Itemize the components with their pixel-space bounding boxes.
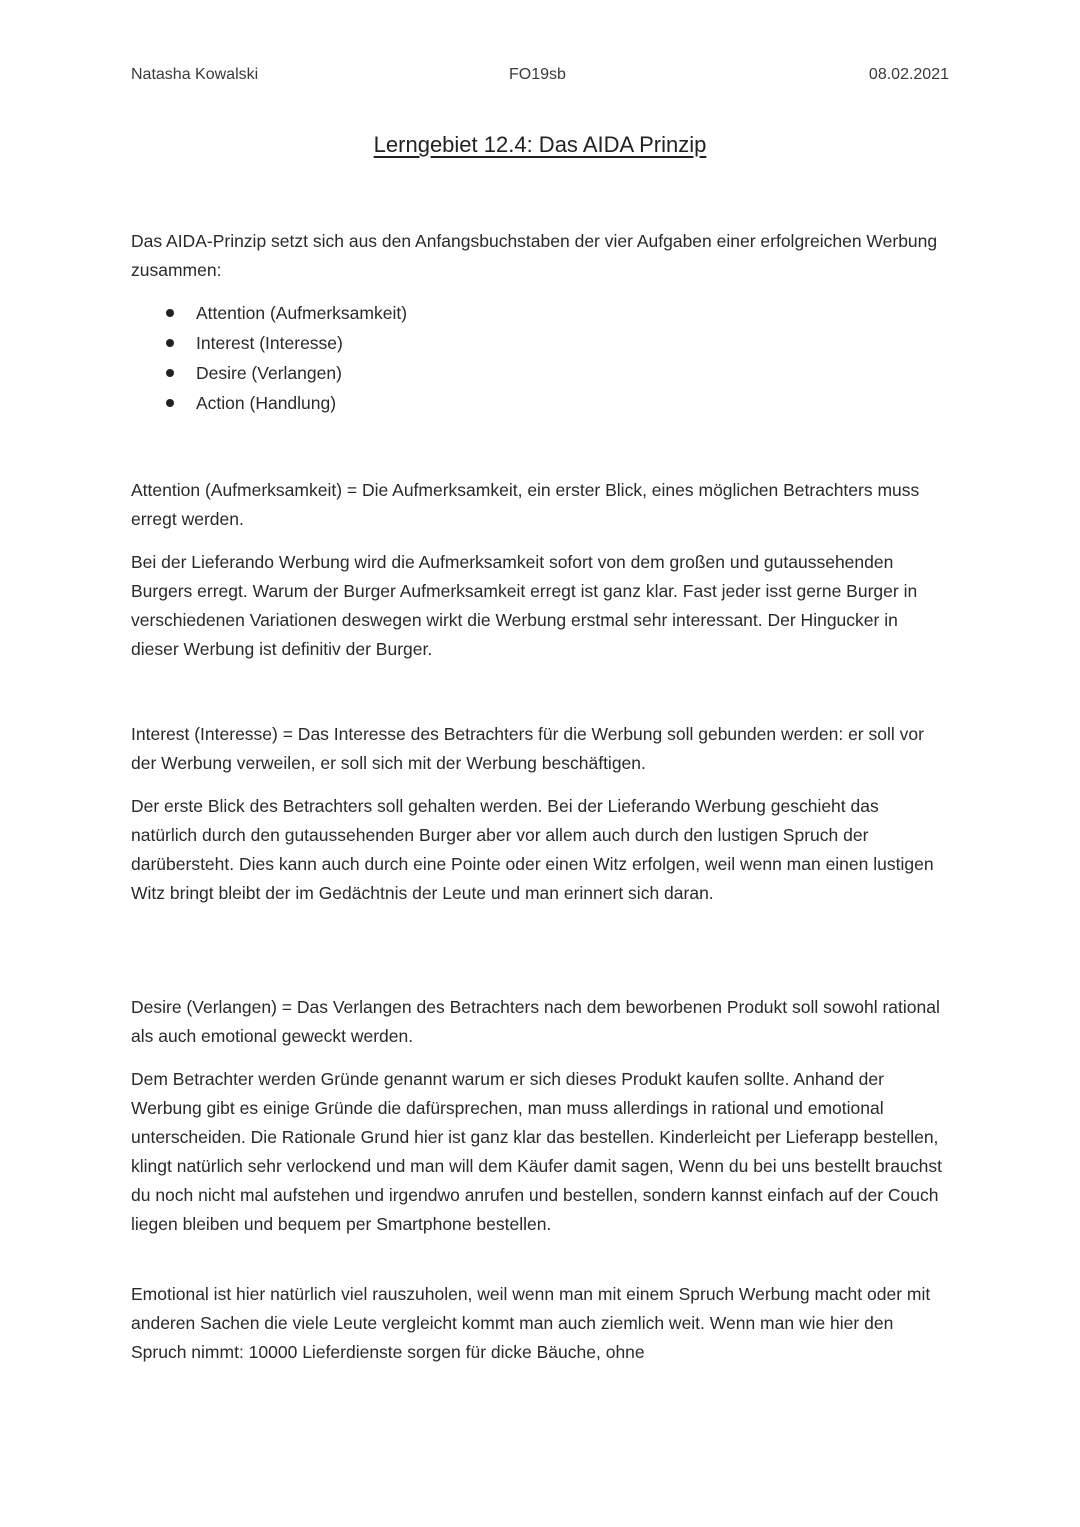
attention-definition — [131, 476, 946, 534]
list-item — [160, 388, 407, 418]
paragraph: Attention (Aufmerksamkeit) = Die Aufmerksamkeit, ein erster Blick, eines möglichen Betrachters muss erregt werden. — [131, 480, 920, 529]
intro-text: Das AIDA-Prinzip setzt sich aus den Anfangsbuchstaben der vier Aufgaben einer erfolgreichen Werbung zusammen: — [131, 231, 938, 280]
page-title-text: Lerngebiet 12.4: Das AIDA Prinzip — [373, 132, 707, 157]
document-date: 08.02.2021 — [868, 66, 949, 83]
list-item-text: Desire (Verlangen) — [196, 363, 342, 383]
list-item — [160, 358, 407, 388]
interest-body — [131, 792, 946, 908]
paragraph: Bei der Lieferando Werbung wird die Aufmerksamkeit sofort von dem großen und gutaussehenden Burgers erregt. Warum der Burger Aufmerksamkeit erregt ist ganz klar. Fast jeder isst gerne Burger in verschiedenen Variationen deswegen wirkt die Werbung erstmal sehr interessant. Der Hingucker in dieser Werbung ist definitiv der Burger. — [131, 552, 918, 659]
emotional-body — [131, 1280, 946, 1367]
list-item — [160, 298, 407, 328]
list-item-text: Interest (Interesse) — [196, 333, 343, 353]
bullet-dot-icon — [166, 339, 174, 347]
list-item-text: Action (Handlung) — [196, 393, 337, 413]
paragraph: Emotional ist hier natürlich viel rauszuholen, weil wenn man mit einem Spruch Werbung macht oder mit anderen Sachen die viele Leute vergleicht kommt man auch ziemlich weit. Wenn man wie hier den Spruch nimmt: 10000 Lieferdienste sorgen für dicke Bäuche, ohne — [131, 1284, 931, 1362]
class-code: FO19sb — [509, 66, 566, 83]
interest-definition — [131, 720, 946, 778]
page-header — [131, 66, 949, 90]
desire-definition — [131, 993, 946, 1051]
list-item-text: Attention (Aufmerksamkeit) — [196, 303, 408, 323]
aida-bullet-list — [160, 298, 407, 418]
paragraph: Desire (Verlangen) = Das Verlangen des Betrachters nach dem beworbenen Produkt soll sowohl rational als auch emotional geweckt werden. — [131, 997, 940, 1046]
paragraph: Der erste Blick des Betrachters soll gehalten werden. Bei der Lieferando Werbung geschieht das natürlich durch den gutaussehenden Burger aber vor allem auch durch den lustigen Spruch der darübersteht. Dies kann auch durch eine Pointe oder einen Witz erfolgen, weil wenn man einen lustigen Witz bringt bleibt der im Gedächtnis der Leute und man erinnert sich daran. — [131, 796, 934, 903]
bullet-dot-icon — [166, 309, 174, 317]
bullet-dot-icon — [166, 399, 174, 407]
attention-body — [131, 548, 946, 664]
desire-body — [131, 1065, 946, 1239]
bullet-dot-icon — [166, 369, 174, 377]
paragraph: Dem Betrachter werden Gründe genannt warum er sich dieses Produkt kaufen sollte. Anhand der Werbung gibt es einige Gründe die dafürsprechen, man muss allerdings in rational und emotional unterscheiden. Die Rationale Grund hier ist ganz klar das bestellen. Kinderleicht per Lieferapp bestellen, klingt natürlich sehr verlockend und man will dem Käufer damit sagen, Wenn du bei uns bestellt brauchst du noch nicht mal aufstehen und irgendwo anrufen und bestellen, sondern kannst einfach auf der Couch liegen bleiben und bequem per Smartphone bestellen. — [131, 1069, 942, 1234]
list-item — [160, 328, 407, 358]
author-name: Natasha Kowalski — [131, 66, 259, 83]
paragraph: Interest (Interesse) = Das Interesse des Betrachters für die Werbung soll gebunden werden: er soll vor der Werbung verweilen, er soll sich mit der Werbung beschäftigen. — [131, 724, 924, 773]
page-title — [0, 132, 1080, 158]
intro-paragraph — [131, 227, 946, 285]
